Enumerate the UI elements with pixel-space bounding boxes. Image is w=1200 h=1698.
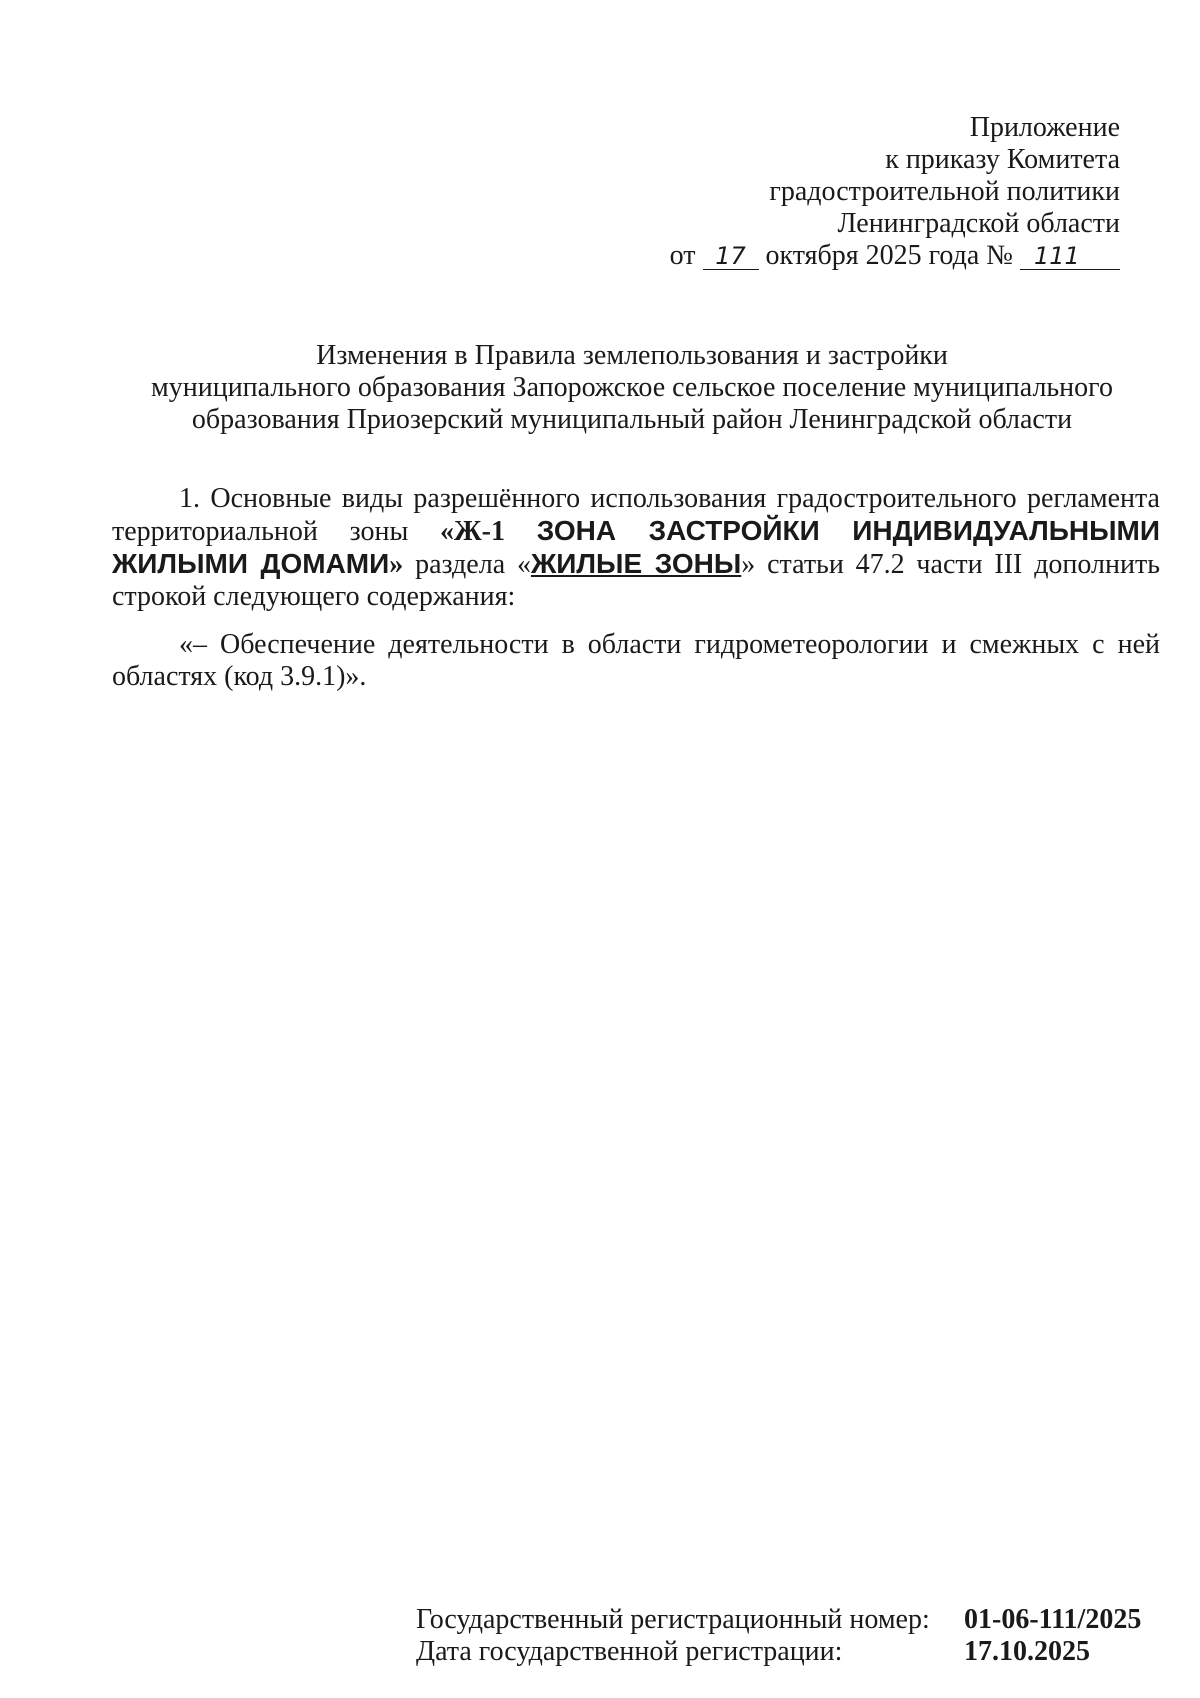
handwritten-day: 17 xyxy=(703,243,759,270)
appendix-label: Приложение xyxy=(969,112,1120,143)
zone-suffix: » xyxy=(389,549,404,580)
p1-text-1: 1. Основные виды разрешённого использования градостроительного регламента территориальной зоны xyxy=(112,483,1160,547)
p1-text-3: » статьи 47.2 части III дополнить строкой следующего содержания: xyxy=(112,549,1160,612)
order-reference: к приказу Комитета xyxy=(885,144,1120,175)
paragraph-1 xyxy=(112,483,1160,613)
order-date-line xyxy=(670,240,1120,272)
date-rest: октября 2025 года № xyxy=(765,240,1013,271)
paragraph-2: «– Обеспечение деятельности в области гидрометеорологии и смежных с ней областях (код 3.9.1)». xyxy=(112,629,1160,692)
registration-date-value: 17.10.2025 xyxy=(964,1636,1090,1667)
committee-name: градостроительной политики xyxy=(769,176,1120,207)
section-name: ЖИЛЫЕ ЗОНЫ xyxy=(530,548,742,579)
registration-number-row xyxy=(416,1604,1141,1636)
region-name: Ленинградской области xyxy=(837,208,1120,239)
handwritten-order-number: 111 xyxy=(1020,243,1120,270)
p1-text-2: раздела « xyxy=(403,549,531,580)
registration-date-row xyxy=(416,1636,1141,1668)
title-line-2: муниципального образования Запорожское сельское поселение муниципального xyxy=(151,372,1113,403)
registration-number-value: 01-06-111/2025 xyxy=(964,1604,1142,1635)
title-line-1: Изменения в Правила землепользования и застройки xyxy=(316,340,948,371)
registration-info xyxy=(416,1604,1141,1668)
appendix-header xyxy=(670,112,1120,272)
registration-number-label: Государственный регистрационный номер: xyxy=(416,1604,930,1635)
title-line-3: образования Приозерский муниципальный район Ленинградской области xyxy=(191,404,1073,435)
date-prefix: от xyxy=(669,240,696,271)
document-body xyxy=(112,483,1160,693)
zone-prefix: «Ж-1 xyxy=(440,516,537,547)
document-title xyxy=(112,340,1152,436)
zone-name: ЗОНА ЗАСТРОЙКИ ИНДИВИДУАЛЬНЫМИ ЖИЛЫМИ ДОМАМИ xyxy=(112,515,1161,579)
registration-date-label: Дата государственной регистрации: xyxy=(416,1636,843,1667)
